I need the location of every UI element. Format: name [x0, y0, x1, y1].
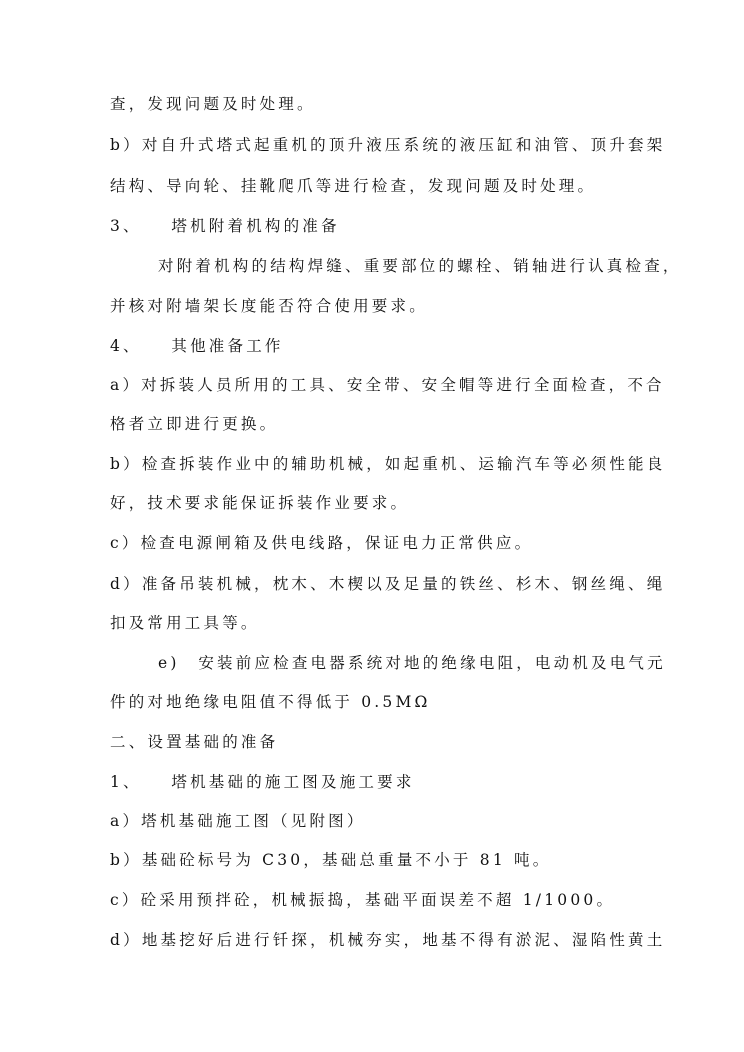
text-line: b）对自升式塔式起重机的顶升液压系统的液压缸和油管、顶升套架 [110, 136, 666, 154]
text-line: 扣及常用工具等。 [110, 614, 260, 632]
text-line: a）塔机基础施工图（见附图） [110, 812, 366, 830]
section-heading: 4、 其他准备工作 [110, 337, 284, 355]
text-line: 结构、导向轮、挂靴爬爪等进行检查，发现问题及时处理。 [110, 177, 597, 195]
section-heading: 3、 塔机附着机构的准备 [110, 217, 340, 235]
text-line: a）对拆装人员所用的工具、安全带、安全帽等进行全面检查，不合 [110, 376, 665, 394]
section-heading: 1、 塔机基础的施工图及施工要求 [110, 773, 415, 791]
text-line: c）检查电源闸箱及供电线路，保证电力正常供应。 [110, 534, 534, 552]
text-line: b）检查拆装作业中的辅助机械，如起重机、运输汽车等必须性能良 [110, 455, 666, 473]
text-line: 格者立即进行更换。 [110, 415, 279, 433]
text-line: 件的对地绝缘电阻值不得低于 0.5MΩ [110, 693, 431, 711]
text-line: 对附着机构的结构焊缝、重要部位的螺栓、销轴进行认真检查， [158, 257, 682, 275]
text-line: 好，技术要求能保证拆装作业要求。 [110, 494, 410, 512]
text-line: 并核对附墙架长度能否符合使用要求。 [110, 297, 428, 315]
text-line: 查，发现问题及时处理。 [110, 95, 316, 113]
text-line: c）砼采用预拌砼，机械振捣，基础平面误差不超 1/1000。 [110, 891, 616, 909]
text-line: d）准备吊装机械，枕木、木楔以及足量的铁丝、杉木、钢丝绳、绳 [110, 575, 666, 593]
text-line: e) 安装前应检查电器系统对地的绝缘电阻，电动机及电气元 [158, 654, 666, 672]
text-line: b）基础砼标号为 C30，基础总重量不小于 81 吨。 [110, 851, 552, 869]
text-line: d）地基挖好后进行钎探，机械夯实，地基不得有淤泥、湿陷性黄土 [110, 931, 666, 949]
section-heading: 二、设置基础的准备 [110, 733, 279, 751]
